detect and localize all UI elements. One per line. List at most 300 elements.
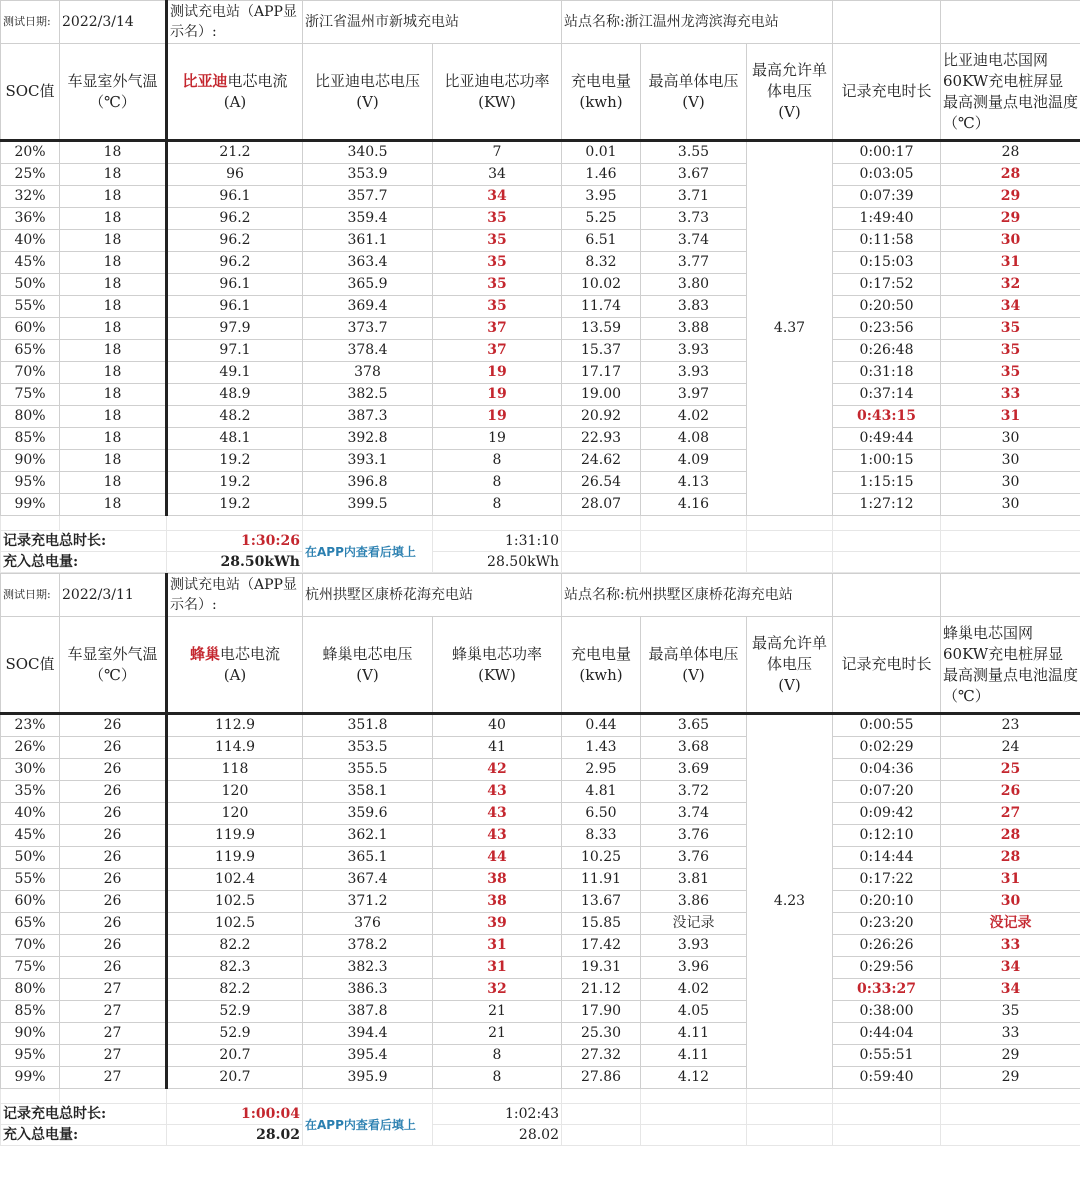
cell-duration: 0:11:58 xyxy=(833,230,941,252)
cell-power: 35 xyxy=(433,208,562,230)
col-header-duration: 记录充电时长 xyxy=(833,44,941,141)
table-row xyxy=(1,1023,1080,1045)
table-row xyxy=(1,891,1080,913)
total-energy-label: 充入总电量: xyxy=(1,1125,167,1146)
cell-battery-temp: 30 xyxy=(941,428,1080,450)
cell-power: 31 xyxy=(433,957,562,979)
cell-power: 19 xyxy=(433,428,562,450)
cell-power: 7 xyxy=(433,141,562,164)
cell-temp: 26 xyxy=(60,737,167,759)
cell-current: 48.9 xyxy=(167,384,303,406)
cell-max-cell: 3.76 xyxy=(641,847,747,869)
cell-max-cell: 3.83 xyxy=(641,296,747,318)
cell-temp: 18 xyxy=(60,428,167,450)
app-total-time: 1:31:10 xyxy=(433,531,562,552)
cell-current: 20.7 xyxy=(167,1045,303,1067)
col-header-battery-temp: 蜂巢电芯国网60KW充电桩屏显最高测量点电池温度（℃） xyxy=(941,617,1080,714)
cell-duration: 1:15:15 xyxy=(833,472,941,494)
cell-voltage: 367.4 xyxy=(303,869,433,891)
cell-soc: 45% xyxy=(1,825,60,847)
station-app-label: 测试充电站（APP显示名）: xyxy=(167,574,303,617)
summary-time-row xyxy=(1,531,1080,552)
cell-current: 96.1 xyxy=(167,186,303,208)
cell-power: 37 xyxy=(433,340,562,362)
cell-voltage: 393.1 xyxy=(303,450,433,472)
cell-power: 35 xyxy=(433,296,562,318)
cell-current: 19.2 xyxy=(167,450,303,472)
cell-max-cell: 3.93 xyxy=(641,340,747,362)
table-row xyxy=(1,186,1080,208)
col-header-allowed: 最高允许单体电压 (V) xyxy=(747,44,833,141)
cell-max-cell: 3.93 xyxy=(641,362,747,384)
table-row xyxy=(1,913,1080,935)
cell-soc: 36% xyxy=(1,208,60,230)
cell-max-cell: 3.80 xyxy=(641,274,747,296)
table-row xyxy=(1,296,1080,318)
cell-temp: 18 xyxy=(60,362,167,384)
col-header-power: 蜂巢电芯功率 (KW) xyxy=(433,617,562,714)
cell-power: 43 xyxy=(433,781,562,803)
cell-duration: 0:23:56 xyxy=(833,318,941,340)
cell-current: 119.9 xyxy=(167,825,303,847)
cell-voltage: 386.3 xyxy=(303,979,433,1001)
col-header-current xyxy=(167,617,303,714)
cell-max-cell: 没记录 xyxy=(641,913,747,935)
cell-energy: 8.33 xyxy=(562,825,641,847)
cell-voltage: 378.4 xyxy=(303,340,433,362)
cell-energy: 19.00 xyxy=(562,384,641,406)
site-name-cell xyxy=(562,1,833,44)
cell-max-cell: 4.08 xyxy=(641,428,747,450)
cell-power: 35 xyxy=(433,252,562,274)
cell-duration: 0:44:04 xyxy=(833,1023,941,1045)
cell-energy: 1.43 xyxy=(562,737,641,759)
cell-duration: 0:29:56 xyxy=(833,957,941,979)
cell-power: 19 xyxy=(433,362,562,384)
cell-battery-temp: 26 xyxy=(941,781,1080,803)
cell-duration: 0:43:15 xyxy=(833,406,941,428)
table-row xyxy=(1,869,1080,891)
cell-current: 96.2 xyxy=(167,208,303,230)
cell-voltage: 361.1 xyxy=(303,230,433,252)
cell-voltage: 362.1 xyxy=(303,825,433,847)
total-time: 1:00:04 xyxy=(167,1104,303,1125)
cell-energy: 11.91 xyxy=(562,869,641,891)
section-table xyxy=(0,573,1080,1146)
total-time-label: 记录充电总时长: xyxy=(1,531,167,552)
cell-voltage: 355.5 xyxy=(303,759,433,781)
cell-current: 20.7 xyxy=(167,1067,303,1089)
cell-current: 21.2 xyxy=(167,141,303,164)
cell-temp: 26 xyxy=(60,759,167,781)
cell-current: 48.1 xyxy=(167,428,303,450)
cell-duration: 0:17:52 xyxy=(833,274,941,296)
cell-battery-temp: 没记录 xyxy=(941,913,1080,935)
cell-battery-temp: 27 xyxy=(941,803,1080,825)
cell-battery-temp: 29 xyxy=(941,1067,1080,1089)
station-app-name: 浙江省温州市新城充电站 xyxy=(303,1,562,44)
cell-battery-temp: 33 xyxy=(941,384,1080,406)
cell-current: 49.1 xyxy=(167,362,303,384)
cell-current: 119.9 xyxy=(167,847,303,869)
table-row xyxy=(1,141,1080,164)
cell-battery-temp: 25 xyxy=(941,759,1080,781)
cell-voltage: 365.9 xyxy=(303,274,433,296)
cell-battery-temp: 34 xyxy=(941,979,1080,1001)
cell-max-cell: 4.02 xyxy=(641,406,747,428)
cell-energy: 27.86 xyxy=(562,1067,641,1089)
cell-duration: 0:17:22 xyxy=(833,869,941,891)
table-row xyxy=(1,230,1080,252)
cell-max-cell: 3.68 xyxy=(641,737,747,759)
col-header-max-cell: 最高单体电压 (V) xyxy=(641,617,747,714)
cell-current: 82.2 xyxy=(167,935,303,957)
cell-energy: 8.32 xyxy=(562,252,641,274)
data-rows xyxy=(1,141,1080,516)
cell-battery-temp: 35 xyxy=(941,340,1080,362)
table-row xyxy=(1,781,1080,803)
cell-battery-temp: 33 xyxy=(941,1023,1080,1045)
col-header-voltage: 蜂巢电芯电压 (V) xyxy=(303,617,433,714)
cell-battery-temp: 30 xyxy=(941,891,1080,913)
cell-energy: 0.44 xyxy=(562,714,641,737)
cell-power: 19 xyxy=(433,384,562,406)
col-header-temp: 车显室外气温（℃） xyxy=(60,617,167,714)
cell-max-cell: 3.55 xyxy=(641,141,747,164)
data-rows xyxy=(1,714,1080,1089)
cell-power: 8 xyxy=(433,1067,562,1089)
table-row xyxy=(1,979,1080,1001)
cell-battery-temp: 29 xyxy=(941,208,1080,230)
cell-voltage: 387.3 xyxy=(303,406,433,428)
cell-energy: 4.81 xyxy=(562,781,641,803)
table-row xyxy=(1,428,1080,450)
cell-energy: 6.51 xyxy=(562,230,641,252)
cell-energy: 26.54 xyxy=(562,472,641,494)
cell-temp: 18 xyxy=(60,208,167,230)
cell-energy: 17.17 xyxy=(562,362,641,384)
cell-energy: 2.95 xyxy=(562,759,641,781)
test-date-label: 测试日期: xyxy=(1,574,60,617)
table-row xyxy=(1,714,1080,737)
cell-current: 96.2 xyxy=(167,230,303,252)
cell-power: 37 xyxy=(433,318,562,340)
col-header-duration: 记录充电时长 xyxy=(833,617,941,714)
cell-max-cell: 3.73 xyxy=(641,208,747,230)
cell-temp: 26 xyxy=(60,825,167,847)
cell-battery-temp: 28 xyxy=(941,164,1080,186)
table-row xyxy=(1,340,1080,362)
cell-current: 96.1 xyxy=(167,296,303,318)
cell-battery-temp: 28 xyxy=(941,141,1080,164)
cell-energy: 20.92 xyxy=(562,406,641,428)
col-header-allowed: 最高允许单体电压 (V) xyxy=(747,617,833,714)
header-row xyxy=(1,44,1080,141)
col-header-energy: 充电电量 (kwh) xyxy=(562,617,641,714)
cell-voltage: 373.7 xyxy=(303,318,433,340)
cell-voltage: 340.5 xyxy=(303,141,433,164)
cell-current: 48.2 xyxy=(167,406,303,428)
cell-duration: 0:02:29 xyxy=(833,737,941,759)
cell-soc: 32% xyxy=(1,186,60,208)
cell-power: 43 xyxy=(433,803,562,825)
cell-soc: 20% xyxy=(1,141,60,164)
cell-temp: 18 xyxy=(60,296,167,318)
cell-soc: 65% xyxy=(1,913,60,935)
cell-max-cell: 3.93 xyxy=(641,935,747,957)
cell-temp: 26 xyxy=(60,935,167,957)
cell-max-cell: 4.02 xyxy=(641,979,747,1001)
cell-max-cell: 4.13 xyxy=(641,472,747,494)
cell-max-cell: 3.74 xyxy=(641,230,747,252)
cell-voltage: 382.3 xyxy=(303,957,433,979)
cell-power: 8 xyxy=(433,494,562,516)
cell-temp: 27 xyxy=(60,1067,167,1089)
cell-soc: 23% xyxy=(1,714,60,737)
cell-max-cell: 3.88 xyxy=(641,318,747,340)
header-row xyxy=(1,617,1080,714)
cell-soc: 60% xyxy=(1,318,60,340)
cell-voltage: 378.2 xyxy=(303,935,433,957)
cell-power: 40 xyxy=(433,714,562,737)
cell-current: 19.2 xyxy=(167,472,303,494)
site-name: 杭州拱墅区康桥花海充电站 xyxy=(624,587,793,603)
cell-duration: 0:37:14 xyxy=(833,384,941,406)
cell-soc: 26% xyxy=(1,737,60,759)
cell-battery-temp: 34 xyxy=(941,957,1080,979)
cell-voltage: 378 xyxy=(303,362,433,384)
cell-temp: 18 xyxy=(60,164,167,186)
cell-voltage: 363.4 xyxy=(303,252,433,274)
site-name-label: 站点名称: xyxy=(564,587,625,603)
cell-power: 34 xyxy=(433,186,562,208)
cell-current: 102.5 xyxy=(167,891,303,913)
cell-max-cell: 4.11 xyxy=(641,1023,747,1045)
cell-voltage: 353.9 xyxy=(303,164,433,186)
total-time-label: 记录充电总时长: xyxy=(1,1104,167,1125)
cell-soc: 55% xyxy=(1,869,60,891)
cell-energy: 17.42 xyxy=(562,935,641,957)
cell-voltage: 371.2 xyxy=(303,891,433,913)
cell-soc: 40% xyxy=(1,230,60,252)
site-name-cell xyxy=(562,574,833,617)
cell-current: 120 xyxy=(167,803,303,825)
current-label: 电芯电流 xyxy=(227,71,288,90)
cell-voltage: 394.4 xyxy=(303,1023,433,1045)
cell-current: 96.2 xyxy=(167,252,303,274)
cell-soc: 30% xyxy=(1,759,60,781)
cell-temp: 26 xyxy=(60,913,167,935)
cell-voltage: 396.8 xyxy=(303,472,433,494)
table-row xyxy=(1,450,1080,472)
cell-battery-temp: 30 xyxy=(941,450,1080,472)
test-date-label: 测试日期: xyxy=(1,1,60,44)
cell-power: 21 xyxy=(433,1023,562,1045)
cell-battery-temp: 28 xyxy=(941,825,1080,847)
cell-temp: 26 xyxy=(60,714,167,737)
cell-energy: 22.93 xyxy=(562,428,641,450)
cell-duration: 0:15:03 xyxy=(833,252,941,274)
cell-max-cell: 3.74 xyxy=(641,803,747,825)
col-header-energy: 充电电量 (kwh) xyxy=(562,44,641,141)
cell-temp: 18 xyxy=(60,318,167,340)
cell-max-cell: 3.81 xyxy=(641,869,747,891)
cell-battery-temp: 30 xyxy=(941,230,1080,252)
cell-power: 43 xyxy=(433,825,562,847)
cell-energy: 1.46 xyxy=(562,164,641,186)
cell-voltage: 365.1 xyxy=(303,847,433,869)
cell-battery-temp: 24 xyxy=(941,737,1080,759)
cell-temp: 26 xyxy=(60,803,167,825)
summary-energy-row xyxy=(1,1125,1080,1146)
info-row xyxy=(1,1,1080,44)
cell-allowed-voltage: 4.37 xyxy=(747,141,833,516)
cell-voltage: 395.9 xyxy=(303,1067,433,1089)
cell-energy: 10.02 xyxy=(562,274,641,296)
current-brand: 比亚迪 xyxy=(182,71,228,90)
cell-current: 82.3 xyxy=(167,957,303,979)
table-row xyxy=(1,957,1080,979)
cell-duration: 0:23:20 xyxy=(833,913,941,935)
station-app-label: 测试充电站（APP显示名）: xyxy=(167,1,303,44)
cell-temp: 27 xyxy=(60,979,167,1001)
cell-battery-temp: 23 xyxy=(941,714,1080,737)
app-total-time: 1:02:43 xyxy=(433,1104,562,1125)
cell-soc: 55% xyxy=(1,296,60,318)
cell-temp: 26 xyxy=(60,869,167,891)
cell-current: 52.9 xyxy=(167,1023,303,1045)
cell-current: 52.9 xyxy=(167,1001,303,1023)
cell-current: 97.1 xyxy=(167,340,303,362)
cell-temp: 18 xyxy=(60,406,167,428)
cell-temp: 27 xyxy=(60,1023,167,1045)
table-row xyxy=(1,318,1080,340)
cell-battery-temp: 29 xyxy=(941,1045,1080,1067)
cell-duration: 0:00:55 xyxy=(833,714,941,737)
cell-energy: 24.62 xyxy=(562,450,641,472)
cell-max-cell: 3.97 xyxy=(641,384,747,406)
section-table xyxy=(0,0,1080,573)
current-label: 电芯电流 xyxy=(220,644,281,663)
cell-soc: 90% xyxy=(1,450,60,472)
cell-max-cell: 3.86 xyxy=(641,891,747,913)
cell-voltage: 387.8 xyxy=(303,1001,433,1023)
cell-soc: 95% xyxy=(1,472,60,494)
table-row xyxy=(1,759,1080,781)
cell-current: 102.5 xyxy=(167,913,303,935)
cell-energy: 0.01 xyxy=(562,141,641,164)
cell-energy: 27.32 xyxy=(562,1045,641,1067)
cell-allowed-voltage: 4.23 xyxy=(747,714,833,1089)
cell-temp: 18 xyxy=(60,472,167,494)
cell-temp: 18 xyxy=(60,384,167,406)
cell-duration: 0:31:18 xyxy=(833,362,941,384)
cell-max-cell: 3.65 xyxy=(641,714,747,737)
cell-temp: 18 xyxy=(60,494,167,516)
table-row xyxy=(1,803,1080,825)
col-header-battery-temp: 比亚迪电芯国网60KW充电桩屏显最高测量点电池温度（℃） xyxy=(941,44,1080,141)
cell-soc: 90% xyxy=(1,1023,60,1045)
cell-soc: 50% xyxy=(1,847,60,869)
total-energy-label: 充入总电量: xyxy=(1,552,167,573)
cell-power: 34 xyxy=(433,164,562,186)
cell-power: 8 xyxy=(433,1045,562,1067)
cell-energy: 17.90 xyxy=(562,1001,641,1023)
cell-duration: 0:26:26 xyxy=(833,935,941,957)
cell-soc: 70% xyxy=(1,362,60,384)
app-note: 在APP内查看后填上 xyxy=(303,531,433,573)
cell-temp: 18 xyxy=(60,141,167,164)
cell-soc: 45% xyxy=(1,252,60,274)
cell-battery-temp: 31 xyxy=(941,252,1080,274)
cell-power: 41 xyxy=(433,737,562,759)
cell-max-cell: 3.77 xyxy=(641,252,747,274)
cell-voltage: 392.8 xyxy=(303,428,433,450)
cell-voltage: 359.6 xyxy=(303,803,433,825)
app-total-energy: 28.50kWh xyxy=(433,552,562,573)
table-row xyxy=(1,208,1080,230)
cell-voltage: 357.7 xyxy=(303,186,433,208)
cell-temp: 18 xyxy=(60,230,167,252)
cell-soc: 70% xyxy=(1,935,60,957)
cell-duration: 0:07:20 xyxy=(833,781,941,803)
table-row xyxy=(1,494,1080,516)
cell-duration: 0:26:48 xyxy=(833,340,941,362)
cell-battery-temp: 28 xyxy=(941,847,1080,869)
cell-temp: 26 xyxy=(60,957,167,979)
cell-soc: 80% xyxy=(1,406,60,428)
cell-max-cell: 3.67 xyxy=(641,164,747,186)
cell-current: 96.1 xyxy=(167,274,303,296)
cell-temp: 26 xyxy=(60,847,167,869)
cell-energy: 11.74 xyxy=(562,296,641,318)
cell-soc: 60% xyxy=(1,891,60,913)
cell-power: 39 xyxy=(433,913,562,935)
cell-power: 19 xyxy=(433,406,562,428)
cell-energy: 13.67 xyxy=(562,891,641,913)
cell-soc: 40% xyxy=(1,803,60,825)
cell-battery-temp: 30 xyxy=(941,494,1080,516)
col-header-max-cell: 最高单体电压 (V) xyxy=(641,44,747,141)
table-row xyxy=(1,384,1080,406)
cell-duration: 0:12:10 xyxy=(833,825,941,847)
cell-battery-temp: 31 xyxy=(941,406,1080,428)
cell-soc: 80% xyxy=(1,979,60,1001)
cell-battery-temp: 29 xyxy=(941,186,1080,208)
col-header-soc: SOC值 xyxy=(1,44,60,141)
cell-temp: 26 xyxy=(60,781,167,803)
cell-battery-temp: 33 xyxy=(941,935,1080,957)
cell-current: 102.4 xyxy=(167,869,303,891)
col-header-voltage: 比亚迪电芯电压 (V) xyxy=(303,44,433,141)
cell-duration: 0:03:05 xyxy=(833,164,941,186)
cell-voltage: 351.8 xyxy=(303,714,433,737)
cell-temp: 18 xyxy=(60,252,167,274)
cell-duration: 0:07:39 xyxy=(833,186,941,208)
cell-current: 118 xyxy=(167,759,303,781)
total-energy: 28.02 xyxy=(167,1125,303,1146)
cell-duration: 1:00:15 xyxy=(833,450,941,472)
cell-temp: 27 xyxy=(60,1001,167,1023)
cell-duration: 0:09:42 xyxy=(833,803,941,825)
cell-temp: 18 xyxy=(60,340,167,362)
cell-soc: 50% xyxy=(1,274,60,296)
cell-voltage: 395.4 xyxy=(303,1045,433,1067)
cell-energy: 15.37 xyxy=(562,340,641,362)
cell-voltage: 353.5 xyxy=(303,737,433,759)
cell-voltage: 369.4 xyxy=(303,296,433,318)
cell-duration: 0:59:40 xyxy=(833,1067,941,1089)
